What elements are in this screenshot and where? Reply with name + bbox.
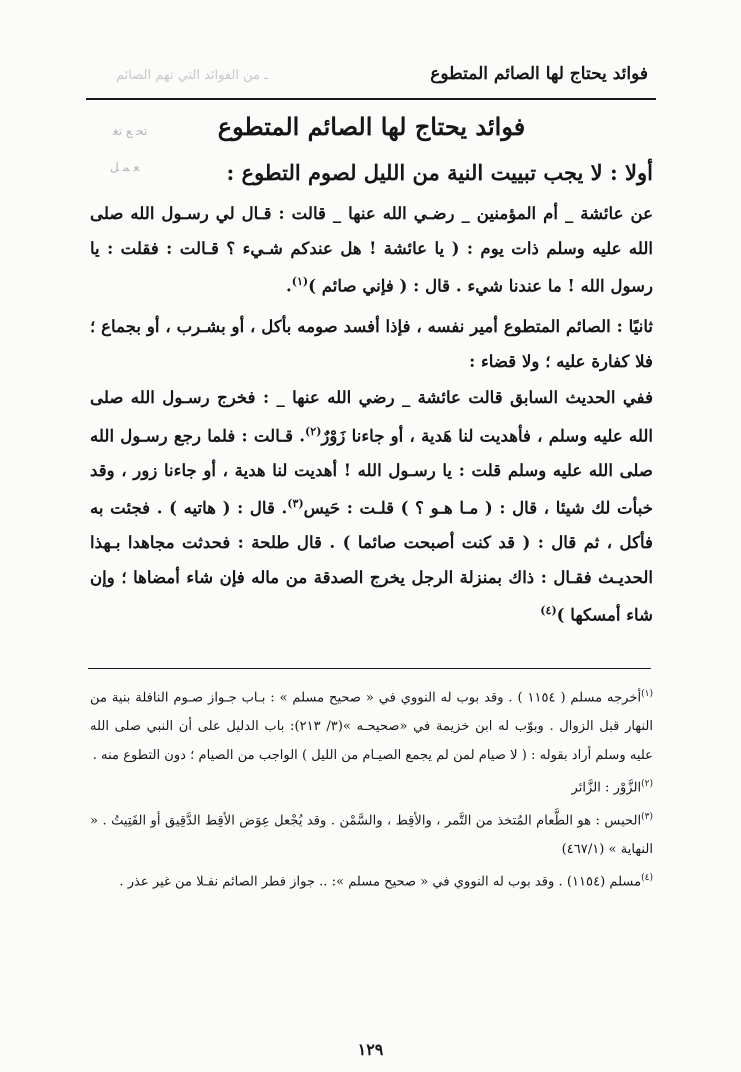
footnotes xyxy=(90,680,653,896)
paragraph-text: عن عائشة _ أم المؤمنين _ رضـي الله عنها _ قالت : قـال لي رسـول الله صلى الله عليه وسلم ذات يوم : ( يا عائشة ! هل عندكم شـيء ؟ قـالت : فقلت : يا رسول الله ! ما عندنا شيء . قال : ( فإني صائم ) xyxy=(90,203,653,296)
footnote-text: أخرجه مسلم ( ١١٥٤ ) . وقد بوب له النووي في « صحيح مسلم » : بـاب جـواز صـوم النافلة بنية من النهار قبل الزوال . وبوّب له ابن خزيمة في «صحيحـه »(٣/ ٢١٣): باب الدليل على أن النبي صلى الله عليه وسلم أراد بقوله : ( لا صيام لمن لم يجمع الصيـام من الليل ) الواجب من الصيام ؛ دون التطوع منه . xyxy=(90,690,653,764)
hadith-paragraph xyxy=(90,380,653,632)
footnote-reference[interactable]: (٣) xyxy=(287,497,304,511)
footnote-text: الزَّوْر : الزَّائر xyxy=(571,780,642,796)
footnote-text: الحيس : هو الطَّعام المُتخذ من التَّمر ، والأقِط ، والسَّمْن . وقد يُجْعل عِوَض الأقِط الدَّقِيق أو الفَتِيتُ . « النهاية » (٤٦٧/١) xyxy=(90,813,653,858)
running-header xyxy=(86,62,656,100)
footnote-mark: (١) xyxy=(641,689,653,699)
footnote xyxy=(90,680,653,770)
paragraph-text: ففي الحديث السابق قالت عائشة _ رضي الله عنها _ : فخرج رسـول الله صلى الله عليه وسلم ، فأهديت لنا هَدية ، أو جاءنا زَوْرٌ xyxy=(90,387,654,446)
footnote xyxy=(90,864,653,896)
bleed-through-text: ـ من الفوائد التي تهم الصائم xyxy=(116,68,268,83)
main-text xyxy=(90,110,653,638)
section-heading: أولا : لا يجب تبييت النية من الليل لصوم التطوع : xyxy=(226,160,653,185)
running-title: فوائد يحتاج لها الصائم المتطوع xyxy=(430,64,648,84)
section-heading: ثانيًا : الصائم المتطوع أمير نفسه ، فإذا أفسد صومه بأكل ، أو بشـرب ، أو بجماع ؛ فلا كفارة عليه ؛ ولا قضاء : xyxy=(90,316,653,371)
footnote-reference[interactable]: (٢) xyxy=(305,424,322,438)
scan-smudge: ﺗﺤ ﻊ ﺗﻐ xyxy=(113,124,148,138)
paragraph-text: . xyxy=(285,275,292,296)
page-number: ١٢٩ xyxy=(357,1040,384,1059)
page-heading: فوائد يحتاج لها الصائم المتطوع xyxy=(217,112,526,141)
footnote xyxy=(90,803,653,864)
footnote-mark: (٢) xyxy=(641,779,653,790)
hadith-paragraph xyxy=(90,196,653,303)
paragraph-text: . قال : ( هاتيه ) . فجئت به فأكل ، ثم قال : ( قد كنت أصبحت صائما ) . قال طلحة : فحدثت مجاهدا بـهذا الحديـث فقـال : ذاك بمنزلة الرجل يخرج الصدقة من ماله فإن شاء أمضاها ؛ وإن شاء أمسكها ) xyxy=(90,497,653,625)
footnote xyxy=(90,770,653,802)
footnote-mark: (٣) xyxy=(641,811,653,822)
footnote-reference[interactable]: (١) xyxy=(291,275,309,288)
footnote-mark: (٤) xyxy=(641,873,653,884)
footnote-text: مسلم (١١٥٤) . وقد بوب له النووي في « صحيح مسلم »: .. جواز فطر الصائم نفـلا من غير عذر . xyxy=(119,874,642,890)
scan-smudge: ﻌ ﻤ ﻞ xyxy=(110,160,140,174)
footnote-divider xyxy=(88,668,651,669)
footnote-reference[interactable]: (٤) xyxy=(540,604,557,618)
paragraph-text: . قـالت : فلما رجع رسـول الله صلى الله عليه وسلم قلت : يا رسـول الله ! أهديت لنا هدية ، أو جاءنا زور ، وقد خبأت لك شيئا ، قال : ( مـا هـو ؟ ) قلـت : حَيس xyxy=(90,425,654,518)
